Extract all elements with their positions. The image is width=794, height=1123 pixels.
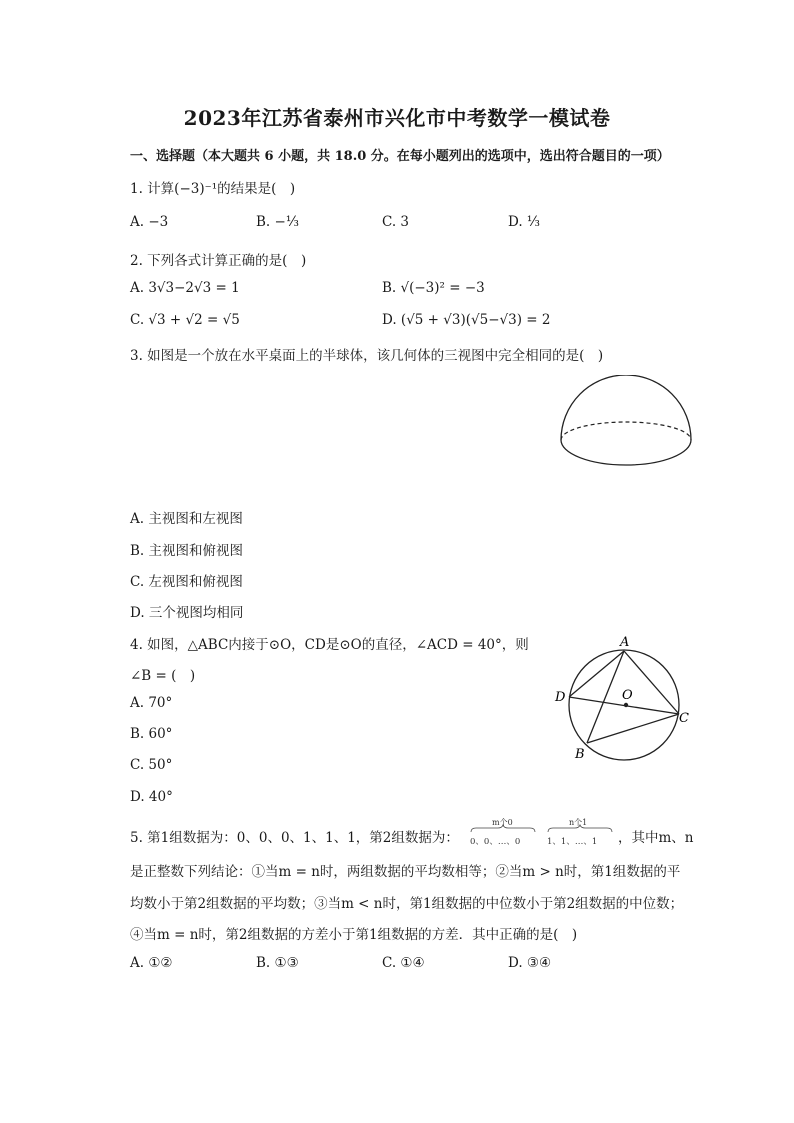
question-5-stem-line-1a: 5. 第1组数据为：0、0、0、1、1、1，第2组数据为： — [130, 830, 459, 846]
question-3-option-b[interactable]: B. 主视图和俯视图 — [130, 543, 244, 559]
label-a: A — [620, 635, 630, 650]
question-3-option-d[interactable]: D. 三个视图均相同 — [130, 605, 244, 621]
hemisphere-figure — [552, 375, 700, 471]
question-1-option-a[interactable]: A. −3 — [130, 214, 169, 230]
question-2-option-a[interactable]: A. 3√3−2√3 = 1 — [130, 280, 240, 296]
brace-1-bottom: 0、0、…、0 — [470, 837, 521, 847]
question-2-option-c[interactable]: C. √3 + √2 = √5 — [130, 312, 240, 328]
question-5-stem-line-1b: ，其中m、n — [618, 830, 694, 846]
question-5-stem-line-2: 是正整数下列结论：①当m = n时，两组数据的平均数相等；②当m > n时，第1组数据的平 — [130, 864, 681, 880]
page-title: 2023年江苏省泰州市兴化市中考数学一模试卷 — [183, 106, 611, 130]
label-o: O — [622, 688, 633, 703]
question-4-option-b[interactable]: B. 60° — [130, 726, 173, 742]
label-c: C — [679, 711, 689, 726]
question-4-stem-line-2: ∠B = ( ) — [130, 668, 196, 684]
circle-triangle-figure — [548, 630, 698, 765]
question-1-stem: 1. 计算(−3)⁻¹的结果是( ) — [130, 181, 296, 197]
question-5-stem-line-3: 均数小于第2组数据的平均数；③当m < n时，第1组数据的中位数小于第2组数据的中位数； — [130, 896, 684, 912]
question-4-stem-line-1: 4. 如图，△ABC内接于⊙O，CD是⊙O的直径，∠ACD = 40°，则 — [130, 637, 529, 653]
question-5-option-d[interactable]: D. ③④ — [508, 955, 552, 971]
question-2-option-d[interactable]: D. (√5 + √3)(√5−√3) = 2 — [382, 312, 551, 328]
label-d: D — [555, 690, 566, 705]
question-5-option-a[interactable]: A. ①② — [130, 955, 173, 971]
label-b: B — [575, 747, 585, 762]
question-2-option-b[interactable]: B. √(−3)² = −3 — [382, 280, 485, 296]
question-3-option-a[interactable]: A. 主视图和左视图 — [130, 511, 243, 527]
question-4-option-a[interactable]: A. 70° — [130, 695, 173, 711]
question-1-option-d[interactable]: D. ⅓ — [508, 214, 541, 230]
data-brace-group — [468, 815, 620, 849]
question-1-option-b[interactable]: B. −⅓ — [256, 214, 299, 230]
question-5-stem-line-4: ④当m = n时，第2组数据的方差小于第1组数据的方差．其中正确的是( ) — [130, 927, 578, 943]
brace-1-top: m个0 — [492, 818, 513, 827]
brace-2-bottom: 1、1、…、1 — [547, 837, 598, 847]
brace-2-top: n个1 — [569, 818, 588, 827]
question-3-stem: 3. 如图是一个放在水平桌面上的半球体，该几何体的三视图中完全相同的是( ) — [130, 348, 604, 364]
question-1-option-c[interactable]: C. 3 — [382, 214, 410, 230]
question-4-option-d[interactable]: D. 40° — [130, 789, 173, 805]
question-2-stem: 2. 下列各式计算正确的是( ) — [130, 253, 307, 269]
question-3-option-c[interactable]: C. 左视图和俯视图 — [130, 574, 243, 590]
question-4-option-c[interactable]: C. 50° — [130, 757, 173, 773]
question-5-option-b[interactable]: B. ①③ — [256, 955, 299, 971]
question-5-option-c[interactable]: C. ①④ — [382, 955, 425, 971]
section-heading: 一、选择题（本大题共 6 小题，共 18.0 分。在每小题列出的选项中，选出符合题目的一项） — [130, 149, 670, 164]
